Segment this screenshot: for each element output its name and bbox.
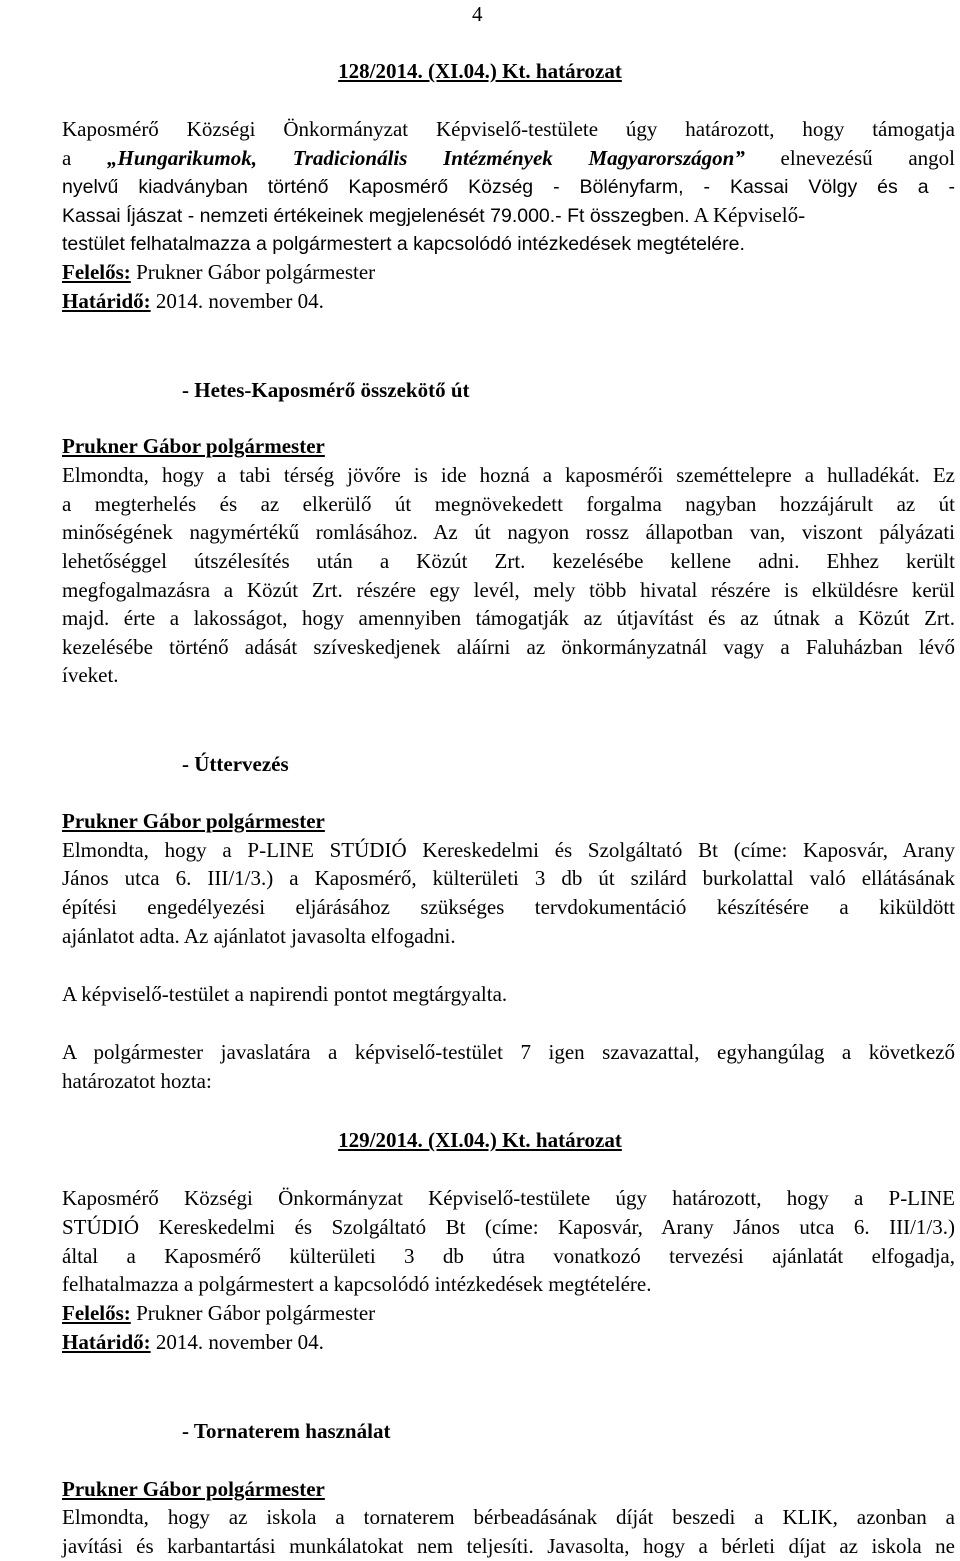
paragraph-line: kezelésébe történő adását szíveskedjenek aláírni az önkormányzatnál vagy a Faluházban lévő (62, 635, 955, 659)
responsible-value: Prukner Gábor polgármester (130, 1301, 376, 1325)
responsible-value: Prukner Gábor polgármester (130, 260, 376, 284)
discussion-note: A képviselő-testület a napirendi pontot megtárgyalta. (62, 982, 508, 1006)
resolution-128-line: Kaposmérő Községi Önkormányzat Képviselő-testülete úgy határozott, hogy támogatja (62, 117, 955, 141)
resolution-128-line (62, 144, 955, 172)
deadline-value: 2014. november 04. (150, 289, 324, 313)
responsible-label: Felelős: (62, 260, 131, 284)
resolution-129-line: Kaposmérő Községi Önkormányzat Képviselő-testülete úgy határozott, hogy a P-LINE (62, 1186, 955, 1210)
section-heading: - Tornaterem használat (182, 1419, 391, 1443)
paragraph-line: ajánlatot adta. Az ajánlatot javasolta elfogadni. (62, 924, 456, 948)
page-number: 4 (472, 2, 483, 26)
deadline-label: Határidő: (62, 1330, 151, 1354)
paragraph-line: a megterhelés és az elkerülő út megnövekedett forgalma nagyban hozzájárult az út (62, 492, 955, 516)
text-fragment: A Képviselő- (689, 203, 806, 227)
section-heading: - Hetes-Kaposmérő összekötő út (182, 378, 470, 402)
text-fragment: a (62, 146, 108, 170)
speaker-name: Prukner Gábor polgármester (62, 1477, 325, 1501)
responsible-line (62, 258, 955, 286)
paragraph-line: Elmondta, hogy a tabi térség jövőre is ide hozná a kaposmérői szeméttelepre a hulladékát. Ez (62, 463, 955, 487)
paragraph-line: megfogalmazásra a Közút Zrt. részére egy levél, mely több hivatal részére is elküldésre kerül (62, 578, 955, 602)
resolution-128-line: nyelvű kiadványban történő Kaposmérő Község - Bölényfarm, - Kassai Völgy és a - (62, 176, 955, 198)
speaker-name: Prukner Gábor polgármester (62, 809, 325, 833)
text-fragment: elnevezésű angol (744, 146, 956, 170)
paragraph-line: lehetőséggel útszélesítés után a Közút Zrt. kezelésébe kellene adni. Ehhez került (62, 549, 955, 573)
resolution-129-title: 129/2014. (XI.04.) Kt. határozat (338, 1128, 622, 1152)
deadline-value: 2014. november 04. (150, 1330, 324, 1354)
resolution-129-line: által a Kaposmérő külterületi 3 db útra vonatkozó tervezési ajánlatát elfogadja, (62, 1244, 955, 1268)
deadline-label: Határidő: (62, 289, 151, 313)
resolution-128-title: 128/2014. (XI.04.) Kt. határozat (338, 59, 622, 83)
responsible-line (62, 1299, 955, 1327)
vote-line: A polgármester javaslatára a képviselő-testület 7 igen szavazattal, egyhangúlag a következő (62, 1040, 955, 1064)
resolution-129-line: STÚDIÓ Kereskedelmi és Szolgáltató Bt (címe: Kaposvár, Arany János utca 6. III/1/3.) (62, 1215, 955, 1239)
deadline-line (62, 287, 955, 315)
responsible-label: Felelős: (62, 1301, 131, 1325)
speaker-name: Prukner Gábor polgármester (62, 434, 325, 458)
publication-title: „Hungarikumok, Tradicionális Intézmények Magyarországon” (107, 146, 745, 170)
resolution-128-line: testület felhatalmazza a polgármestert a kapcsolódó intézkedések megtételére. (62, 233, 745, 255)
paragraph-line: Elmondta, hogy a P-LINE STÚDIÓ Kereskedelmi és Szolgáltató Bt (címe: Kaposvár, Arany (62, 838, 955, 862)
section-heading: - Úttervezés (182, 752, 289, 776)
text-fragment: Kassai Íjászat - nemzeti értékeinek megjelenését 79.000.- Ft összegben. (62, 205, 690, 227)
resolution-129-line: felhatalmazza a polgármestert a kapcsolódó intézkedések megtételére. (62, 1272, 652, 1296)
vote-line: határozatot hozta: (62, 1069, 212, 1093)
paragraph-line: Elmondta, hogy az iskola a tornaterem bérbeadásának díját beszedi a KLIK, azonban a (62, 1505, 955, 1529)
resolution-128-line (62, 201, 955, 230)
paragraph-line: minőségének nagymértékű romlásához. Az út nagyon rossz állapotban van, viszont pályázati (62, 520, 955, 544)
paragraph-line: építési engedélyezési eljárásához szükséges tervdokumentáció készítésére a kiküldött (62, 895, 955, 919)
paragraph-line: majd. érte a lakosságot, hogy amennyiben támogatják az útjavítást és az útnak a Közút Zrt. (62, 606, 955, 630)
paragraph-line: íveket. (62, 663, 119, 687)
paragraph-line: János utca 6. III/1/3.) a Kaposmérő, külterületi 3 db út szilárd burkolattal való ellátásának (62, 866, 955, 890)
paragraph-line: javítási és karbantartási munkálatokat nem teljesíti. Javasolta, hogy a bérleti díjat az iskola ne (62, 1534, 955, 1558)
deadline-line (62, 1328, 955, 1356)
